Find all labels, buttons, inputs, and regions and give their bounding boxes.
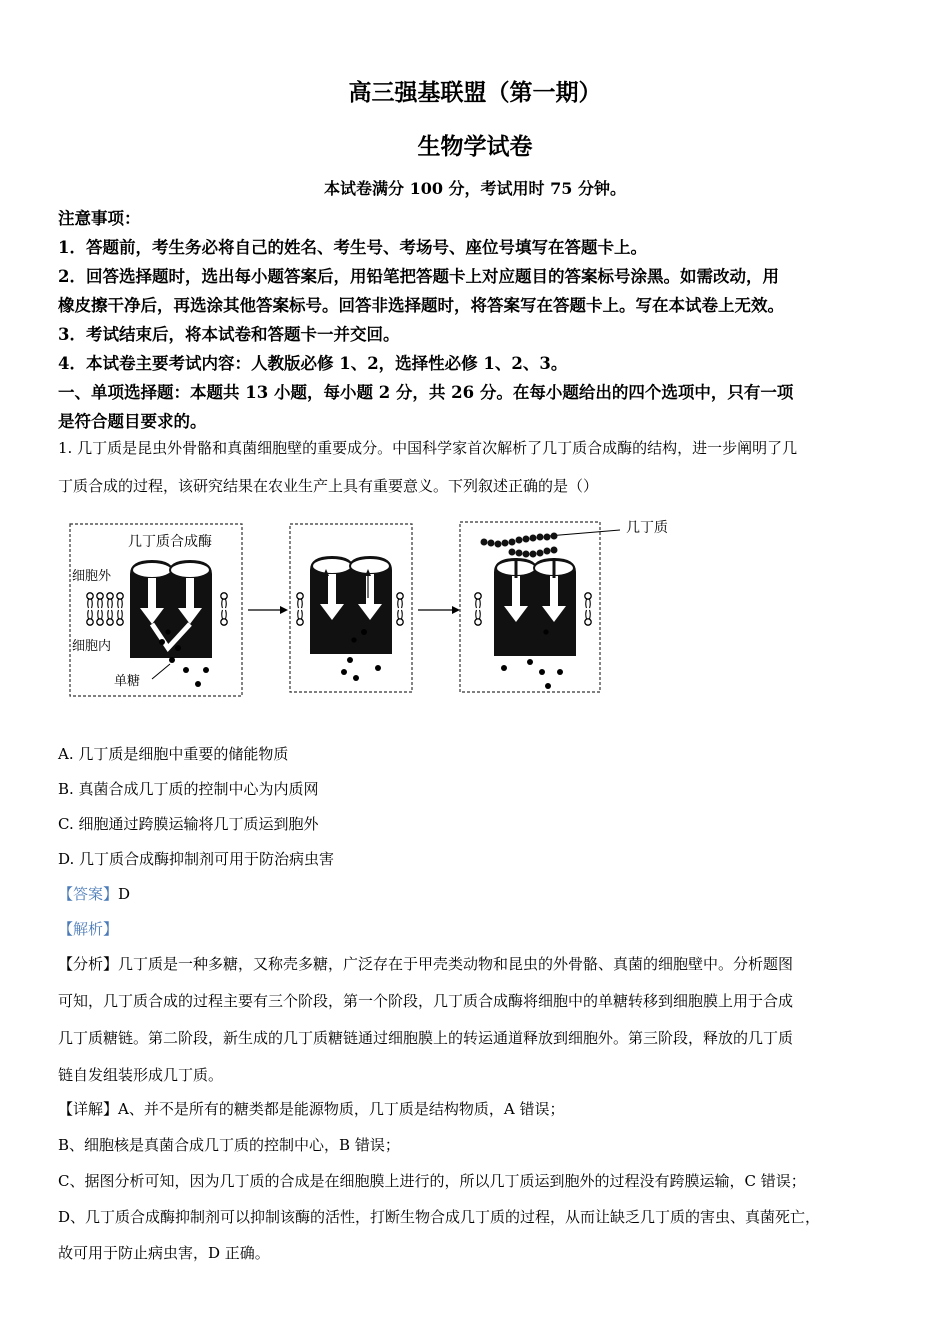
answer-tag: 【答案】 [58,885,119,903]
membrane-right-2 [397,593,403,625]
question-stem-cont: 丁质合成的过程，该研究结果在农业生产上具有重要意义。下列叙述正确的是（） [58,477,599,495]
enzyme-channel-2 [310,556,392,654]
chitin-synthesis-diagram [60,512,680,718]
enzyme-label: 几丁质合成酶 [128,534,212,550]
detail-text: 故可用于防止病虫害，D 正确。 [58,1244,270,1262]
section-heading-cont: 是符合题目要求的。 [58,412,207,431]
exam-title: 高三强基联盟（第一期） [348,79,602,106]
sugar-pointer [152,664,170,679]
analysis-text: 可知，几丁质合成的过程主要有三个阶段，第一个阶段，几丁质合成酶将细胞中的单糖转移到细胞膜上用于合成 [58,992,794,1010]
detail-text: B、细胞核是真菌合成几丁质的控制中心，B 错误； [58,1136,400,1154]
stage-arrow-1 [248,606,288,614]
analysis-text: 几丁质是一种多糖，又称壳多糖，广泛存在于甲壳类动物和昆虫的外骨骼、真菌的细胞壁中。分析题图 [118,955,794,973]
membrane-left-2 [297,593,303,625]
note-item: 橡皮擦干净后，再选涂其他答案标号。回答非选择题时，将答案写在答题卡上。写在本试卷上无效。 [58,296,784,315]
membrane-right-3 [585,593,591,625]
enzyme-channel-1 [130,560,212,658]
inside-label: 细胞内 [72,639,112,654]
analysis-text: 链自发组装形成几丁质。 [58,1066,224,1084]
option-c: C. 细胞通过跨膜运输将几丁质运到胞外 [58,815,319,833]
answer-line [58,883,130,904]
chitin-pointer [548,530,620,536]
notes-heading: 注意事项： [58,209,141,228]
membrane-left-1 [87,593,123,625]
exam-subtitle: 生物学试卷 [417,133,533,160]
question-stem: 1. 几丁质是昆虫外骨骼和真菌细胞壁的重要成分。中国科学家首次解析了几丁质合成酶的结构，进一步阐明了几 [58,439,798,457]
note-item: 3．考试结束后，将本试卷和答题卡一并交回。 [58,325,400,344]
membrane-left-3 [475,593,481,625]
chitin-label: 几丁质 [626,520,668,536]
detail-line [58,1098,564,1119]
option-a: A. 几丁质是细胞中重要的储能物质 [58,745,289,763]
detail-text: D、几丁质合成酶抑制剂可以抑制该酶的活性，打断生物合成几丁质的过程，从而让缺乏几丁质的害虫、真菌死亡， [58,1208,821,1226]
stage-arrow-2 [418,606,460,614]
outside-label: 细胞外 [72,569,112,584]
analysis-label: 【分析】 [58,955,119,973]
note-item: 4．本试卷主要考试内容：人教版必修 1、2，选择性必修 1、2、3。 [58,354,568,373]
sugar-label: 单糖 [114,674,141,689]
analysis-tag: 【解析】 [58,920,119,938]
exam-info: 本试卷满分 100 分，考试用时 75 分钟。 [324,179,626,198]
analysis-text: 几丁质糖链。第二阶段，新生成的几丁质糖链通过细胞膜上的转运通道释放到细胞外。第三阶段，释放的几丁质 [58,1029,794,1047]
note-item: 2．回答选择题时，选出每小题答案后，用铅笔把答题卡上对应题目的答案标号涂黑。如需改动，用 [58,267,779,286]
detail-text: A、并不是所有的糖类都是能源物质，几丁质是结构物质，A 错误； [118,1100,565,1118]
answer-value: D [118,885,131,903]
option-b: B. 真菌合成几丁质的控制中心为内质网 [58,780,319,798]
note-item: 1．答题前，考生务必将自己的姓名、考生号、考场号、座位号填写在答题卡上。 [58,238,647,257]
detail-label: 【详解】 [58,1100,119,1118]
enzyme-channel-3 [494,558,576,656]
section-heading: 一、单项选择题：本题共 13 小题，每小题 2 分，共 26 分。在每小题给出的四个选项中，只有一项 [58,383,794,402]
analysis-line [58,953,793,974]
chitin-chains [481,533,558,558]
option-d: D. 几丁质合成酶抑制剂可用于防治病虫害 [58,850,335,868]
detail-text: C、据图分析可知，因为几丁质的合成是在细胞膜上进行的，所以几丁质运到胞外的过程没有跨膜运输，C 错误； [58,1172,806,1190]
membrane-right-1 [221,593,227,625]
